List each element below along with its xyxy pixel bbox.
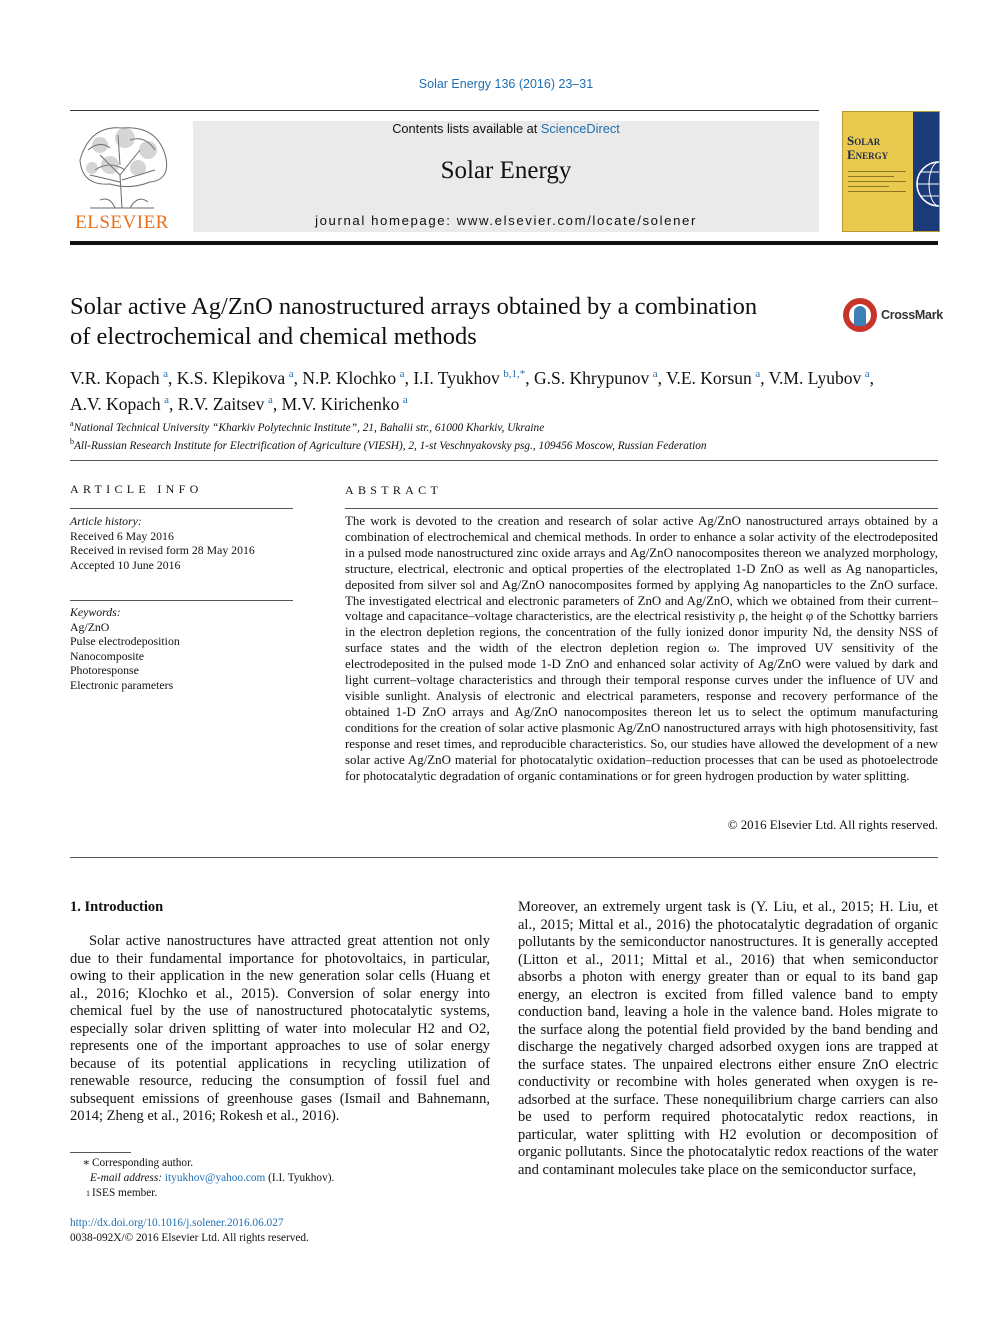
intro-right-column (518, 899, 938, 1179)
keywords (70, 605, 295, 692)
authors-line-2: A.V. Kopach $^a$, R.V. Zaitsev $^a$, M.V. Kirichenko $^a$ (70, 393, 408, 414)
keywords-rule (70, 600, 293, 601)
footnote-email: E-mail address: ityukhov@yahoo.com (I.I. Tyukhov). (90, 1172, 335, 1184)
journal-header (193, 121, 819, 232)
intro-paragraph-1: Solar active nanostructures have attracted great attention not only due to their fundamental importance for photovoltaics, in particular, owing to their application in the new generation solar cells (Huang et al., 2016; Klochko et al., 2015). Conversion of solar energy into chemical fuel by the use of nanostructured photocatalytic systems, especially solar driven splitting of water into molecular H2 and O2, represents one of the important approaches to use of solar energy because of its potential applications in recycling utilization of renewable resource, reducing the consumption of fossil fuel and subsequent emissions of greenhouse gases (Ismail and Bahnemann, 2014; Zheng et al., 2016; Rokesh et al., 2016). (70, 933, 490, 1124)
abstract-bottom-rule (70, 857, 938, 858)
author-name: V.R. Kopach (70, 367, 160, 388)
author-name: V.E. Korsun (666, 367, 752, 388)
affiliations-rule (70, 460, 938, 461)
footnote-ises: 1 ISES member. (86, 1187, 158, 1199)
cover-title-line1: Solar (847, 133, 881, 148)
title-line-1: Solar active Ag/ZnO nanostructured arrays obtained by a combination (70, 293, 758, 320)
author-affiliation-mark[interactable]: a (755, 368, 761, 380)
history-label: Article history: (70, 514, 142, 528)
cover-globe-band (913, 112, 939, 231)
elsevier-tree-icon (70, 120, 174, 212)
abstract-rule (345, 508, 938, 509)
author-affiliation-mark[interactable]: a (164, 393, 169, 406)
affiliation-a: $^a$National Technical University “Kharkiv Polytechnic Institute”, 21, Bahalii str., 61000 Kharkiv, Ukraine (70, 419, 545, 434)
issn-line: 0038-092X/© 2016 Elsevier Ltd. All rights reserved. (70, 1232, 309, 1244)
crossmark-icon (843, 298, 877, 332)
journal-homepage[interactable]: journal homepage: www.elsevier.com/locate/solener (315, 213, 697, 228)
footnote-corresponding: ∗ Corresponding author. (82, 1157, 194, 1169)
cover-title-line2: Energy (847, 147, 889, 162)
author-name: I.I. Tyukhov (413, 367, 500, 388)
footnotes (70, 1156, 490, 1201)
intro-left-column (70, 933, 490, 1126)
sciencedirect-link[interactable]: ScienceDirect (540, 121, 620, 136)
keywords-label: Keywords: (70, 605, 121, 619)
journal-name[interactable]: Solar Energy (440, 157, 572, 184)
intro-paragraph-2: Moreover, an extremely urgent task is (Y. Liu, et al., 2015; H. Liu, et al., 2015; Mittal et al., 2016) the photocatalytic degradation of organic pollutants by the semiconductor nanostructures. It is generally accepted (Litton et al., 2011; Mittal et al., 2016) that when semiconductor absorbs a photon with energy greater than or equal to its band gap energy, an electron is excited from filled valence band to empty conduction band, leaving a hole in the valence band. Holes migrate to the surface along the potential field provided by the band bending and discharge the negatively charged adsorbed oxygen ions are trapped at the surface states. The unpaired electrons either ensure ZnO electric conductivity or recombine with holes generated when oxygen is re-adsorbed at the surface. These nonequilibrium charge carriers can also be used to perform required photocatalytic redox reactions, in particular, water splitting with H2 evolution or decomposition of organic pollutants. Since the photocatalytic redox reactions of the water and contaminant molecules take place on the semiconductor surface, (518, 899, 938, 1178)
author-affiliation-mark[interactable]: a (163, 368, 169, 380)
elsevier-wordmark: ELSEVIER (75, 212, 169, 233)
article-info-heading: ARTICLE INFO (70, 482, 203, 496)
author-affiliation-mark[interactable]: a (399, 368, 405, 380)
contents-line (193, 121, 819, 137)
author-name: N.P. Klochko (302, 367, 397, 388)
article-title (70, 292, 830, 352)
authors-line-1: V.R. Kopach $^a$, K.S. Klepikova $^a$, N.P. Klochko $^a$, I.I. Tyukhov $^{b,1,*}$, G.S. Khrypunov $^a$, V.E. Korsun $^a$, V.M. Lyubov $^a$, (70, 367, 874, 388)
globe-icon (913, 112, 939, 231)
author-affiliation-mark[interactable]: b,1,* (503, 368, 526, 380)
author-affiliation-mark[interactable]: a (288, 368, 294, 380)
author-name: M.V. Kirichenko (281, 393, 400, 414)
doi-link[interactable]: http://dx.doi.org/10.1016/j.solener.2016.06.027 (70, 1217, 284, 1229)
author-affiliation-mark[interactable]: a (864, 368, 870, 380)
contents-prefix: Contents lists available at (392, 121, 541, 136)
doi-block (70, 1216, 490, 1246)
author-name: V.M. Lyubov (768, 367, 862, 388)
journal-cover[interactable] (842, 111, 940, 232)
history-received: Received 6 May 2016 (70, 528, 174, 543)
header-top-rule (70, 110, 819, 111)
affiliation-b: $^b$All-Russian Research Institute for Electrification of Agriculture (VIESH), 2, 1-st Veschnyakovsky psg., 109456 Moscow, Russian Federation (70, 437, 707, 453)
history-revised: Received in revised form 28 May 2016 (70, 543, 255, 557)
intro-heading: 1. Introduction (70, 899, 164, 915)
abstract-copyright: © 2016 Elsevier Ltd. All rights reserved. (727, 818, 938, 832)
article-history (70, 514, 295, 572)
footnote-rule (70, 1152, 131, 1153)
abstract-text: The work is devoted to the creation and research of solar active Ag/ZnO nanostructured arrays obtained by a combination of electrochemical and chemical methods. In order to enhance a solar activity of the electrodeposited in a pulsed mode nanostructured zinc oxide arrays and Ag/ZnO nanocomposites thereon we analyzed morphology, structure, electrical, electronic and optical properties of the electroplated 1-D ZnO as well as Ag nanoparticles, deposited from silver sol and Ag/ZnO nanocomposites formed by applying Ag nanoparticles to the ZnO surface. The investigated electrical and electronic parameters of ZnO and Ag/ZnO, which we obtained from their current–voltage and capacitance–voltage characteristics, are the electrical resistivity ρ, the height φ of the Schottky barriers in the electron depletion regions, the concentration of the fully ionized donor impurity Nd, the density NSS of surface states and the width of the electron depletion region ω. The improved UV sensitivity of the electrodeposited in the pulsed mode 1-D ZnO and enhanced solar activity of Ag/ZnO were valued by dark and light current–voltage characteristics and through their temporal response curves under the influence of UV and visible sunlight. Analysis of electronic and electrical parameters, response and recovery performance of the obtained 1-D ZnO arrays and Ag/ZnO nanocomposites thereon let us to select the optimum manufacturing conditions for the creation of solar active plasmonic Ag/ZnO nanostructured arrays with high photosensitivity, fast response and reset times, and reproducible characteristics. So, our studies have allowed the development of a new solar active Ag/ZnO material for photocatalytic oxidation–reduction processes that can be used as photoelectrode for photocatalytic degradation of organic contaminations or for green hydrogen production by water splitting. (345, 514, 938, 783)
author-affiliation-mark[interactable]: a (267, 393, 273, 406)
keyword: Ag/ZnO (70, 619, 110, 634)
keyword: Nanocomposite (70, 648, 145, 663)
elsevier-logo[interactable] (70, 120, 174, 232)
keyword: Photoresponse (70, 663, 139, 677)
cover-title (847, 134, 888, 162)
header-bottom-rule (70, 241, 938, 245)
author-name: G.S. Khrypunov (534, 367, 650, 388)
abstract-heading: ABSTRACT (345, 483, 443, 497)
author-affiliation-mark[interactable]: a (652, 368, 658, 380)
article-info-rule (70, 508, 293, 509)
author-affiliation-mark[interactable]: a (402, 393, 408, 406)
crossmark-label: CrossMark (881, 308, 943, 322)
author-name: R.V. Zaitsev (177, 393, 265, 414)
history-accepted: Accepted 10 June 2016 (70, 557, 181, 572)
journal-citation[interactable]: Solar Energy 136 (2016) 23–31 (418, 77, 594, 91)
keyword: Electronic parameters (70, 677, 174, 692)
title-line-2: of electrochemical and chemical methods (70, 323, 477, 350)
author-name: K.S. Klepikova (176, 367, 286, 388)
cover-text-lines (848, 167, 906, 217)
crossmark-badge[interactable] (843, 298, 943, 334)
author-name: A.V. Kopach (70, 393, 161, 414)
keyword: Pulse electrodeposition (70, 634, 180, 648)
author-list (70, 363, 940, 415)
email-link[interactable]: ityukhov@yahoo.com (164, 1172, 266, 1184)
affiliations (70, 417, 940, 454)
